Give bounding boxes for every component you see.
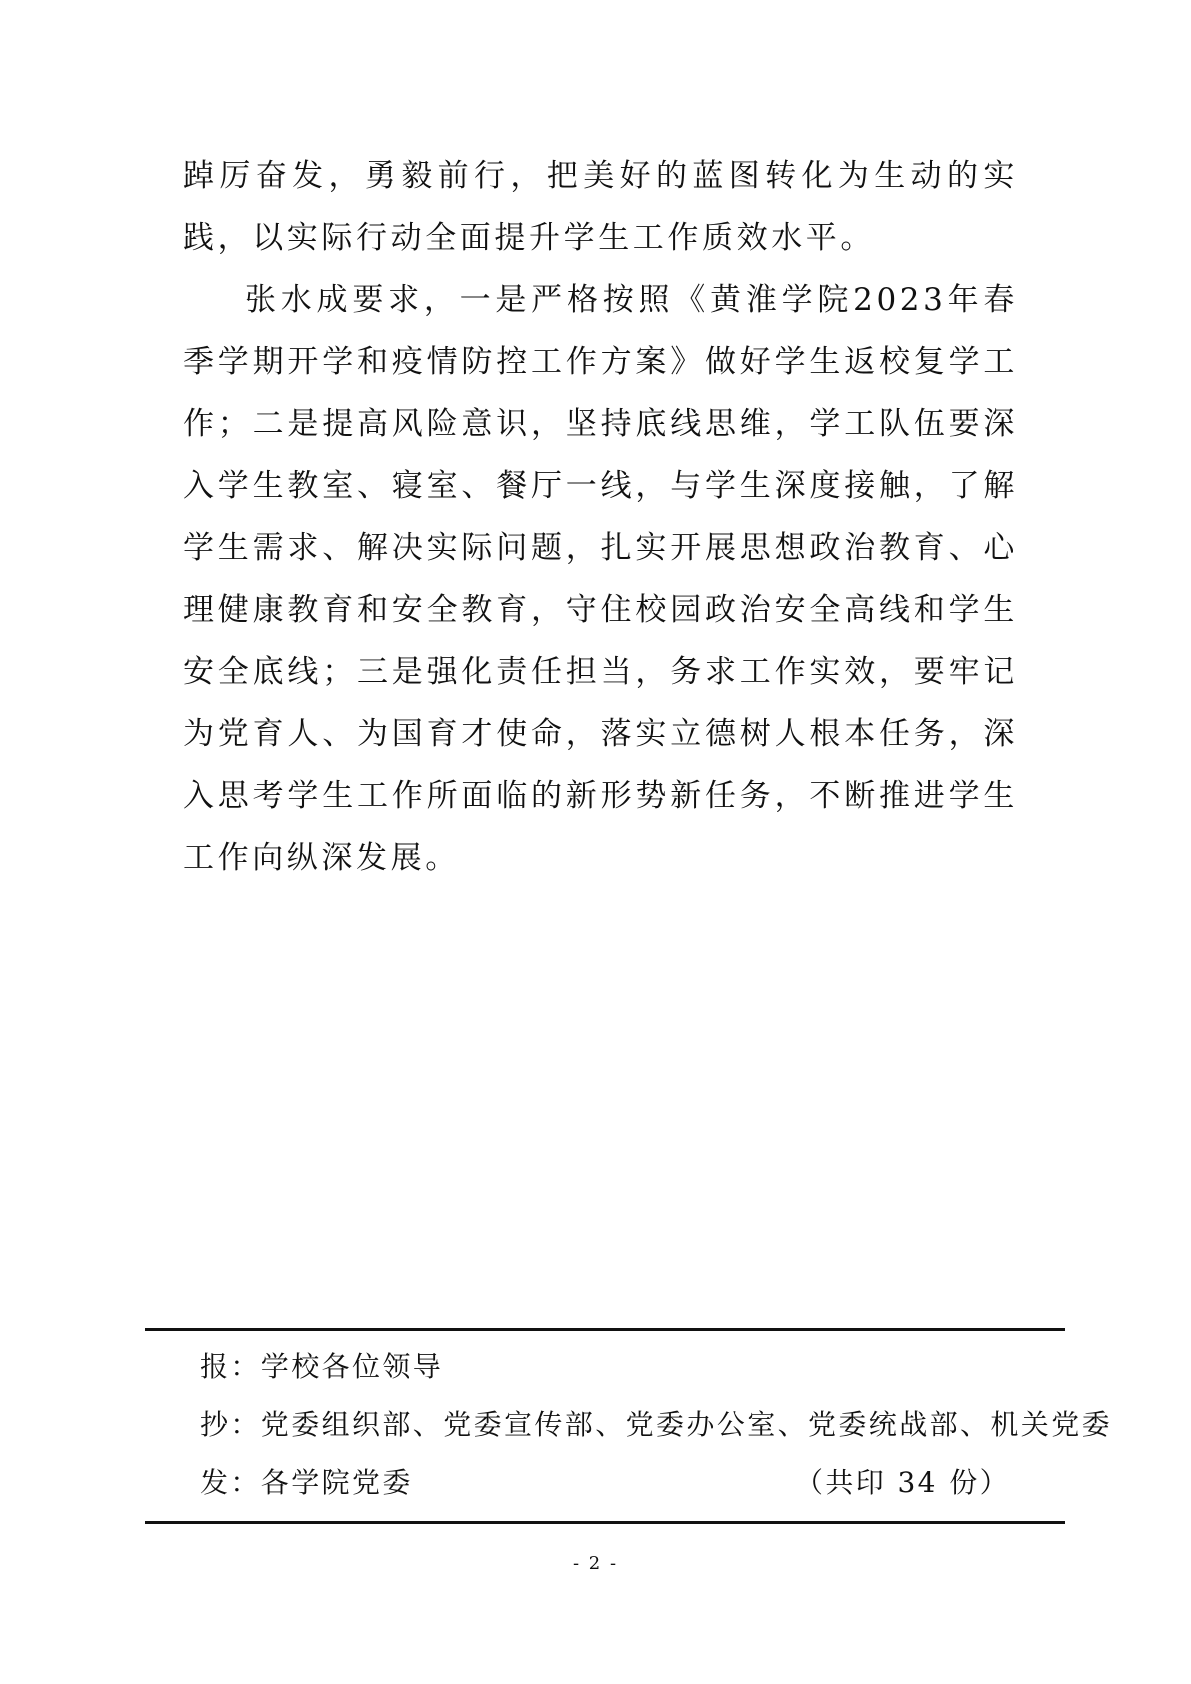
distribution-block bbox=[145, 1328, 1113, 1524]
paragraph-continuation: 踔厉奋发，勇毅前行，把美好的蓝图转化为生动的实践，以实际行动全面提升学生工作质效水平。 bbox=[183, 158, 1018, 256]
print-copies-count: （共印 34 份） bbox=[794, 1466, 1010, 1499]
send-to-line: 发：各学院党委 bbox=[200, 1466, 413, 1499]
report-to-line: 报：学校各位领导 bbox=[200, 1350, 444, 1383]
page-number: - 2 - bbox=[572, 1553, 619, 1574]
copy-to-line: 抄：党委组织部、党委宣传部、党委办公室、党委统战部、机关党委 bbox=[200, 1408, 1113, 1441]
document-body bbox=[183, 145, 1018, 889]
paragraph-requirements: 张水成要求，一是严格按照《黄淮学院2023年春季学期开学和疫情防控工作方案》做好学生返校复学工作；二是提高风险意识，坚持底线思维，学工队伍要深入学生教室、寝室、餐厅一线，与学生深度接触，了解学生需求、解决实际问题，扎实开展思想政治教育、心理健康教育和安全教育，守住校园政治安全高线和学生安全底线；三是强化责任担当，务求工作实效，要牢记为党育人、为国育才使命，落实立德树人根本任务，深入思考学生工作所面临的新形势新任务，不断推进学生工作向纵深发展。 bbox=[183, 282, 1018, 876]
